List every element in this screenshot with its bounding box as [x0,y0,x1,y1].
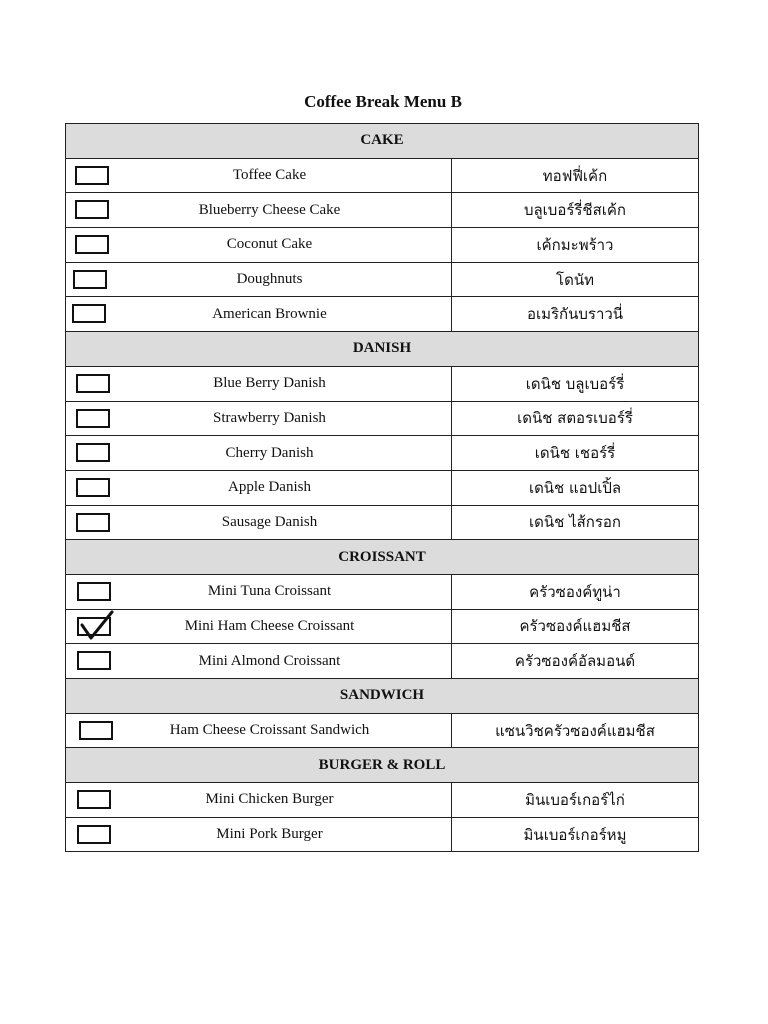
menu-item-row [66,505,699,540]
item-name-th: ครัวซองค์อัลมอนด์ [452,644,699,679]
item-name-th: ครัวซองค์ทูน่า [452,574,699,609]
item-name-cell [66,262,452,297]
item-name-en: Cherry Danish [225,444,314,461]
category-row-danish [66,332,699,367]
menu-table [65,123,699,852]
checkmark-icon [78,612,118,642]
item-checkbox[interactable] [76,478,110,497]
item-checkbox[interactable] [77,825,111,844]
item-name-en: Mini Chicken Burger [205,791,334,808]
item-name-cell [66,817,452,852]
item-name-cell [66,193,452,228]
menu-item-row [66,609,699,644]
item-name-th: เดนิช บลูเบอร์รี่ [452,366,699,401]
item-name-en: Mini Tuna Croissant [207,583,332,600]
item-checkbox[interactable] [79,721,113,740]
item-checkbox[interactable] [77,582,111,601]
item-checkbox[interactable] [73,270,107,289]
item-name-en: Toffee Cake [232,167,307,184]
menu-item-row [66,817,699,852]
item-name-th: เดนิช ไส้กรอก [452,505,699,540]
item-checkbox-checked[interactable] [77,617,111,636]
item-name-cell [66,228,452,263]
item-name-en: Blue Berry Danish [213,375,326,392]
item-name-cell [66,470,452,505]
menu-item-row [66,644,699,679]
item-checkbox[interactable] [75,235,109,254]
item-checkbox[interactable] [76,443,110,462]
item-name-cell [66,297,452,332]
item-name-th: แซนวิชครัวซองค์แฮมชีส [452,713,699,748]
item-name-th: เค้กมะพร้าว [452,228,699,263]
item-name-en: Strawberry Danish [213,409,326,426]
page-title: Coffee Break Menu B [304,92,462,111]
item-name-th: บลูเบอร์รี่ชีสเค้ก [452,193,699,228]
menu-item-row [66,366,699,401]
category-row-burger-roll [66,748,699,783]
item-name-en: American Brownie [212,305,327,322]
item-name-cell [66,366,452,401]
item-name-cell [66,783,452,818]
item-checkbox[interactable] [76,409,110,428]
item-name-th: มินเบอร์เกอร์หมู [452,817,699,852]
category-header: SANDWICH [66,679,699,714]
item-name-en: Doughnuts [236,271,303,288]
menu-item-row [66,436,699,471]
item-checkbox[interactable] [76,513,110,532]
menu-item-row [66,262,699,297]
menu-item-row [66,228,699,263]
item-name-th: โดนัท [452,262,699,297]
item-name-cell [66,609,452,644]
item-name-cell [66,574,452,609]
menu-item-row [66,158,699,193]
item-name-en: Sausage Danish [221,513,318,530]
item-checkbox[interactable] [76,374,110,393]
menu-item-row [66,297,699,332]
item-checkbox[interactable] [75,200,109,219]
item-name-th: อเมริกันบราวนี่ [452,297,699,332]
item-name-en: Blueberry Cheese Cake [198,201,341,218]
item-name-th: มินเบอร์เกอร์ไก่ [452,783,699,818]
item-name-th: ครัวซองค์แฮมชีส [452,609,699,644]
menu-item-row [66,470,699,505]
category-header: CAKE [66,124,699,159]
menu-item-row [66,401,699,436]
menu-item-row [66,713,699,748]
item-name-th: ทอฟฟี่เค้ก [452,158,699,193]
item-name-cell [66,505,452,540]
item-checkbox[interactable] [75,166,109,185]
category-header: BURGER & ROLL [66,748,699,783]
item-name-en: Mini Pork Burger [216,826,323,843]
item-name-en: Mini Almond Croissant [198,652,341,669]
item-name-cell [66,713,452,748]
item-checkbox[interactable] [77,790,111,809]
menu-table-body [66,124,699,852]
category-row-cake [66,124,699,159]
item-name-cell [66,644,452,679]
item-name-cell [66,436,452,471]
item-name-en: Coconut Cake [226,236,313,253]
item-name-cell [66,401,452,436]
item-name-en: Apple Danish [228,479,311,496]
menu-item-row [66,193,699,228]
category-row-croissant [66,540,699,575]
item-name-th: เดนิช แอปเปิ้ล [452,470,699,505]
item-name-cell [66,158,452,193]
category-header: CROISSANT [66,540,699,575]
item-name-en: Ham Cheese Croissant Sandwich [169,722,370,739]
item-checkbox[interactable] [77,651,111,670]
category-row-sandwich [66,679,699,714]
item-name-th: เดนิช เชอร์รี่ [452,436,699,471]
menu-item-row [66,574,699,609]
item-name-en: Mini Ham Cheese Croissant [184,617,355,634]
menu-item-row [66,783,699,818]
item-checkbox[interactable] [72,304,106,323]
category-header: DANISH [66,332,699,367]
item-name-th: เดนิช สตอรเบอร์รี่ [452,401,699,436]
